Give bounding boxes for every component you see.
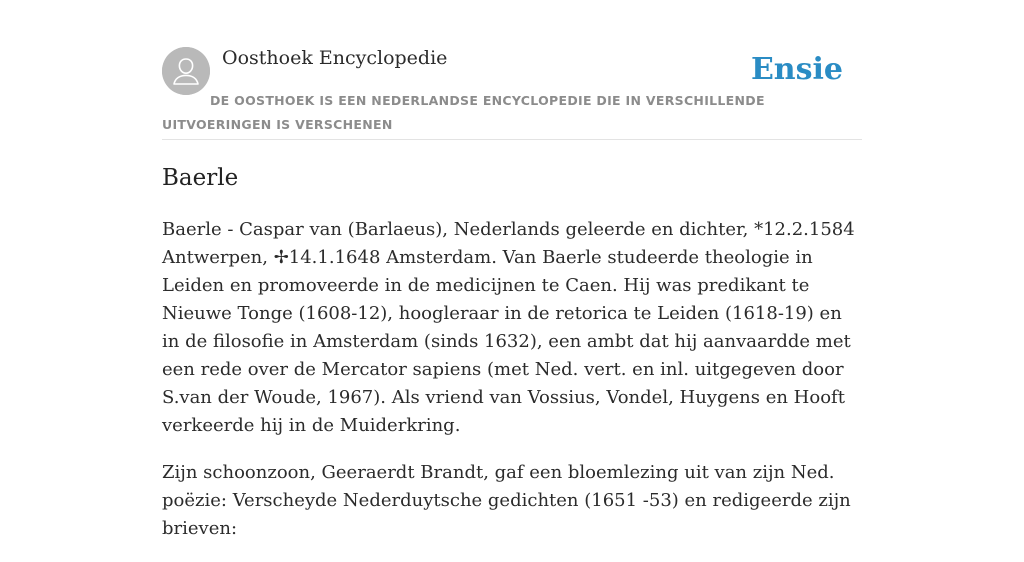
- article-paragraph: Baerle - Caspar van (Barlaeus), Nederlands geleerde en dichter, *12.2.1584 Antwerpen, ✢14.1.1648 Amsterdam. Van Baerle studeerde theologie in Leiden en promoveerde in de medicijnen te Caen. Hij was predikant te Nieuwe Tonge (1608-12), hoogleraar in de retorica te Leiden (1618-19) en in de filosofie in Amsterdam (sinds 1632), een ambt dat hij aanvaardde met een rede over de Mercator sapiens (met Ned. vert. en inl. uitgegeven door S.van der Woude, 1967). Als vriend van Vossius, Vondel, Huygens en Hooft verkeerde hij in de Muiderkring.: [162, 219, 855, 436]
- article-paragraph: Zijn schoonzoon, Geeraerdt Brandt, gaf een bloemlezing uit van zijn Ned. poëzie: Verscheyde Nederduytsche gedichten (1651 -53) en redigeerde zijn brieven:: [162, 462, 851, 539]
- article-title: Baerle: [162, 165, 239, 191]
- site-tagline: DE OOSTHOEK IS EEN NEDERLANDSE ENCYCLOPEDIE DIE IN VERSCHILLENDE UITVOERINGEN IS VERSCHENEN: [162, 93, 765, 132]
- content-container: [162, 0, 862, 539]
- site-name[interactable]: Oosthoek Encyclopedie: [222, 47, 448, 69]
- user-avatar-icon: [162, 47, 210, 95]
- article-body: [162, 216, 862, 562]
- site-header: [162, 0, 862, 140]
- brand-logo[interactable]: Ensie: [750, 52, 843, 87]
- avatar[interactable]: [162, 47, 210, 95]
